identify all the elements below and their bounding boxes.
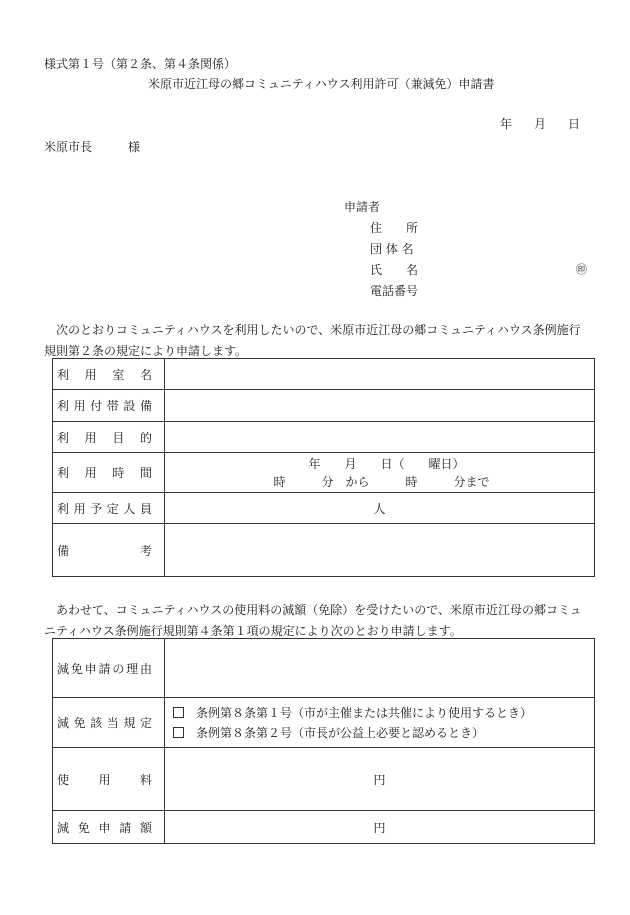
- label-char: 付: [90, 399, 103, 413]
- usage-time-line: 時 分 から 時 分まで: [273, 474, 490, 489]
- label-char: 減: [57, 716, 70, 730]
- row-reduction-amount: [53, 811, 595, 844]
- applicant-phone-label: 電話番号: [370, 284, 419, 298]
- usage-request-paragraph: 次のとおりコミュニティハウスを利用したいので、米原市近江母の郷コミュニティハウス条例施行規則第２条の規定により申請します。: [44, 323, 581, 358]
- label-char: 員: [139, 501, 152, 516]
- rule-option-1[interactable]: [165, 703, 594, 723]
- label-char: 請: [98, 661, 111, 676]
- label-chars: [57, 397, 152, 414]
- applicant-group-label: 団 体 名: [370, 242, 414, 256]
- label-char: 該: [90, 716, 103, 730]
- usage-date-line: 年 月 日（ 曜日）: [308, 456, 465, 471]
- reduction-table: [52, 638, 595, 844]
- row-room-name: [53, 359, 595, 390]
- row-fee: [53, 748, 595, 811]
- label-char: 利: [57, 466, 70, 480]
- remarks-label: [53, 524, 165, 577]
- row-usage-time: [53, 453, 595, 493]
- label-chars: [57, 771, 152, 788]
- rule-option-2[interactable]: [165, 723, 594, 743]
- label-char: 予: [90, 501, 103, 516]
- label-char: 減: [57, 820, 70, 835]
- row-purpose: [53, 422, 595, 453]
- date-month: 月: [534, 117, 547, 131]
- usage-table: [52, 358, 595, 577]
- label-char: 時: [112, 466, 125, 480]
- label-char: 申: [84, 661, 97, 676]
- label-char: の: [112, 661, 125, 676]
- rule-option-2-label: 条例第８条第２号（市長が公益上必要と認めるとき）: [196, 725, 485, 740]
- row-headcount: [53, 493, 595, 524]
- applicable-rule-label: [53, 698, 165, 748]
- label-char: 目: [112, 430, 125, 445]
- label-char: 額: [139, 820, 152, 835]
- label-char: 用: [73, 399, 86, 413]
- label-char: 免: [77, 820, 90, 835]
- applicable-rule-field: [165, 698, 595, 748]
- label-chars: [57, 429, 152, 446]
- facilities-field[interactable]: [165, 390, 595, 422]
- label-chars: [57, 366, 152, 383]
- label-char: 料: [139, 772, 152, 787]
- addressee-name: 米原市長: [44, 140, 93, 154]
- label-char: 利: [57, 501, 70, 516]
- label-char: 利: [57, 430, 70, 445]
- applicant-name-label: 氏 名: [370, 263, 419, 277]
- label-char: 人: [123, 501, 136, 516]
- checkbox-icon[interactable]: [173, 707, 184, 718]
- purpose-label: [53, 422, 165, 453]
- addressee: [44, 138, 140, 155]
- label-chars: [57, 500, 152, 517]
- seal-mark: ㊞: [576, 263, 587, 276]
- form-number: 様式第１号（第２条、第４条関係）: [44, 57, 237, 71]
- label-char: 定: [106, 501, 119, 516]
- label-chars: [57, 660, 152, 677]
- headcount-field[interactable]: 人: [165, 493, 595, 524]
- label-char: 設: [123, 399, 136, 413]
- remarks-field[interactable]: [165, 524, 595, 577]
- reduction-request-paragraph: あわせて、コミュニティハウスの使用料の減額（免除）を受けたいので、米原市近江母の郷コミュニティハウス条例施行規則第４条第１項の規定により次のとおり申請します。: [44, 603, 582, 638]
- label-char: 考: [139, 543, 152, 558]
- usage-time-field[interactable]: [165, 453, 595, 493]
- facilities-label: [53, 390, 165, 422]
- label-char: 用: [98, 772, 111, 787]
- label-char: 由: [139, 661, 152, 676]
- label-char: 名: [139, 367, 152, 382]
- reason-label: [53, 639, 165, 698]
- date-day: 日: [568, 117, 581, 131]
- room-name-label: [53, 359, 165, 390]
- checkbox-icon[interactable]: [173, 727, 184, 738]
- fee-label: [53, 748, 165, 811]
- label-char: 用: [73, 501, 86, 516]
- label-char: 定: [139, 716, 152, 730]
- reduction-amount-field[interactable]: 円: [165, 811, 595, 844]
- label-char: 用: [84, 466, 97, 480]
- label-char: 用: [84, 430, 97, 445]
- label-char: 免: [70, 661, 83, 676]
- purpose-field[interactable]: [165, 422, 595, 453]
- label-char: 室: [112, 367, 125, 382]
- label-char: 的: [139, 430, 152, 445]
- label-char: 間: [139, 466, 152, 480]
- label-char: 備: [57, 543, 70, 558]
- label-char: 規: [123, 716, 136, 730]
- label-char: 帯: [106, 399, 119, 413]
- label-char: 申: [98, 820, 111, 835]
- label-char: 備: [139, 399, 152, 413]
- form-title: 米原市近江母の郷コミュニティハウス利用許可（兼減免）申請書: [148, 77, 495, 91]
- applicant-heading: 申請者: [344, 200, 381, 214]
- date-line: [500, 115, 580, 132]
- usage-time-label: [53, 453, 165, 493]
- reduction-amount-label: [53, 811, 165, 844]
- row-reason: [53, 639, 595, 698]
- reason-field[interactable]: [165, 639, 595, 698]
- label-char: 利: [57, 399, 70, 413]
- label-chars: [57, 714, 152, 731]
- label-char: 理: [126, 661, 139, 676]
- rule-option-1-label: 条例第８条第１号（市が主催または共催により使用するとき）: [196, 705, 533, 720]
- label-char: 請: [119, 820, 132, 835]
- fee-field[interactable]: 円: [165, 748, 595, 811]
- applicant-address-label: 住 所: [370, 221, 419, 235]
- label-chars: [57, 819, 152, 836]
- label-char: 免: [73, 716, 86, 730]
- label-char: 用: [84, 367, 97, 382]
- label-chars: [57, 542, 152, 559]
- row-facilities: [53, 390, 595, 422]
- label-char: 使: [57, 772, 70, 787]
- room-name-field[interactable]: [165, 359, 595, 390]
- row-applicable-rule: [53, 698, 595, 748]
- label-char: 当: [106, 716, 119, 730]
- label-char: 減: [57, 661, 70, 676]
- headcount-label: [53, 493, 165, 524]
- addressee-honorific: 様: [128, 140, 141, 154]
- row-remarks: [53, 524, 595, 577]
- label-chars: [57, 464, 152, 481]
- label-char: 利: [57, 367, 70, 382]
- date-year: 年: [500, 117, 513, 131]
